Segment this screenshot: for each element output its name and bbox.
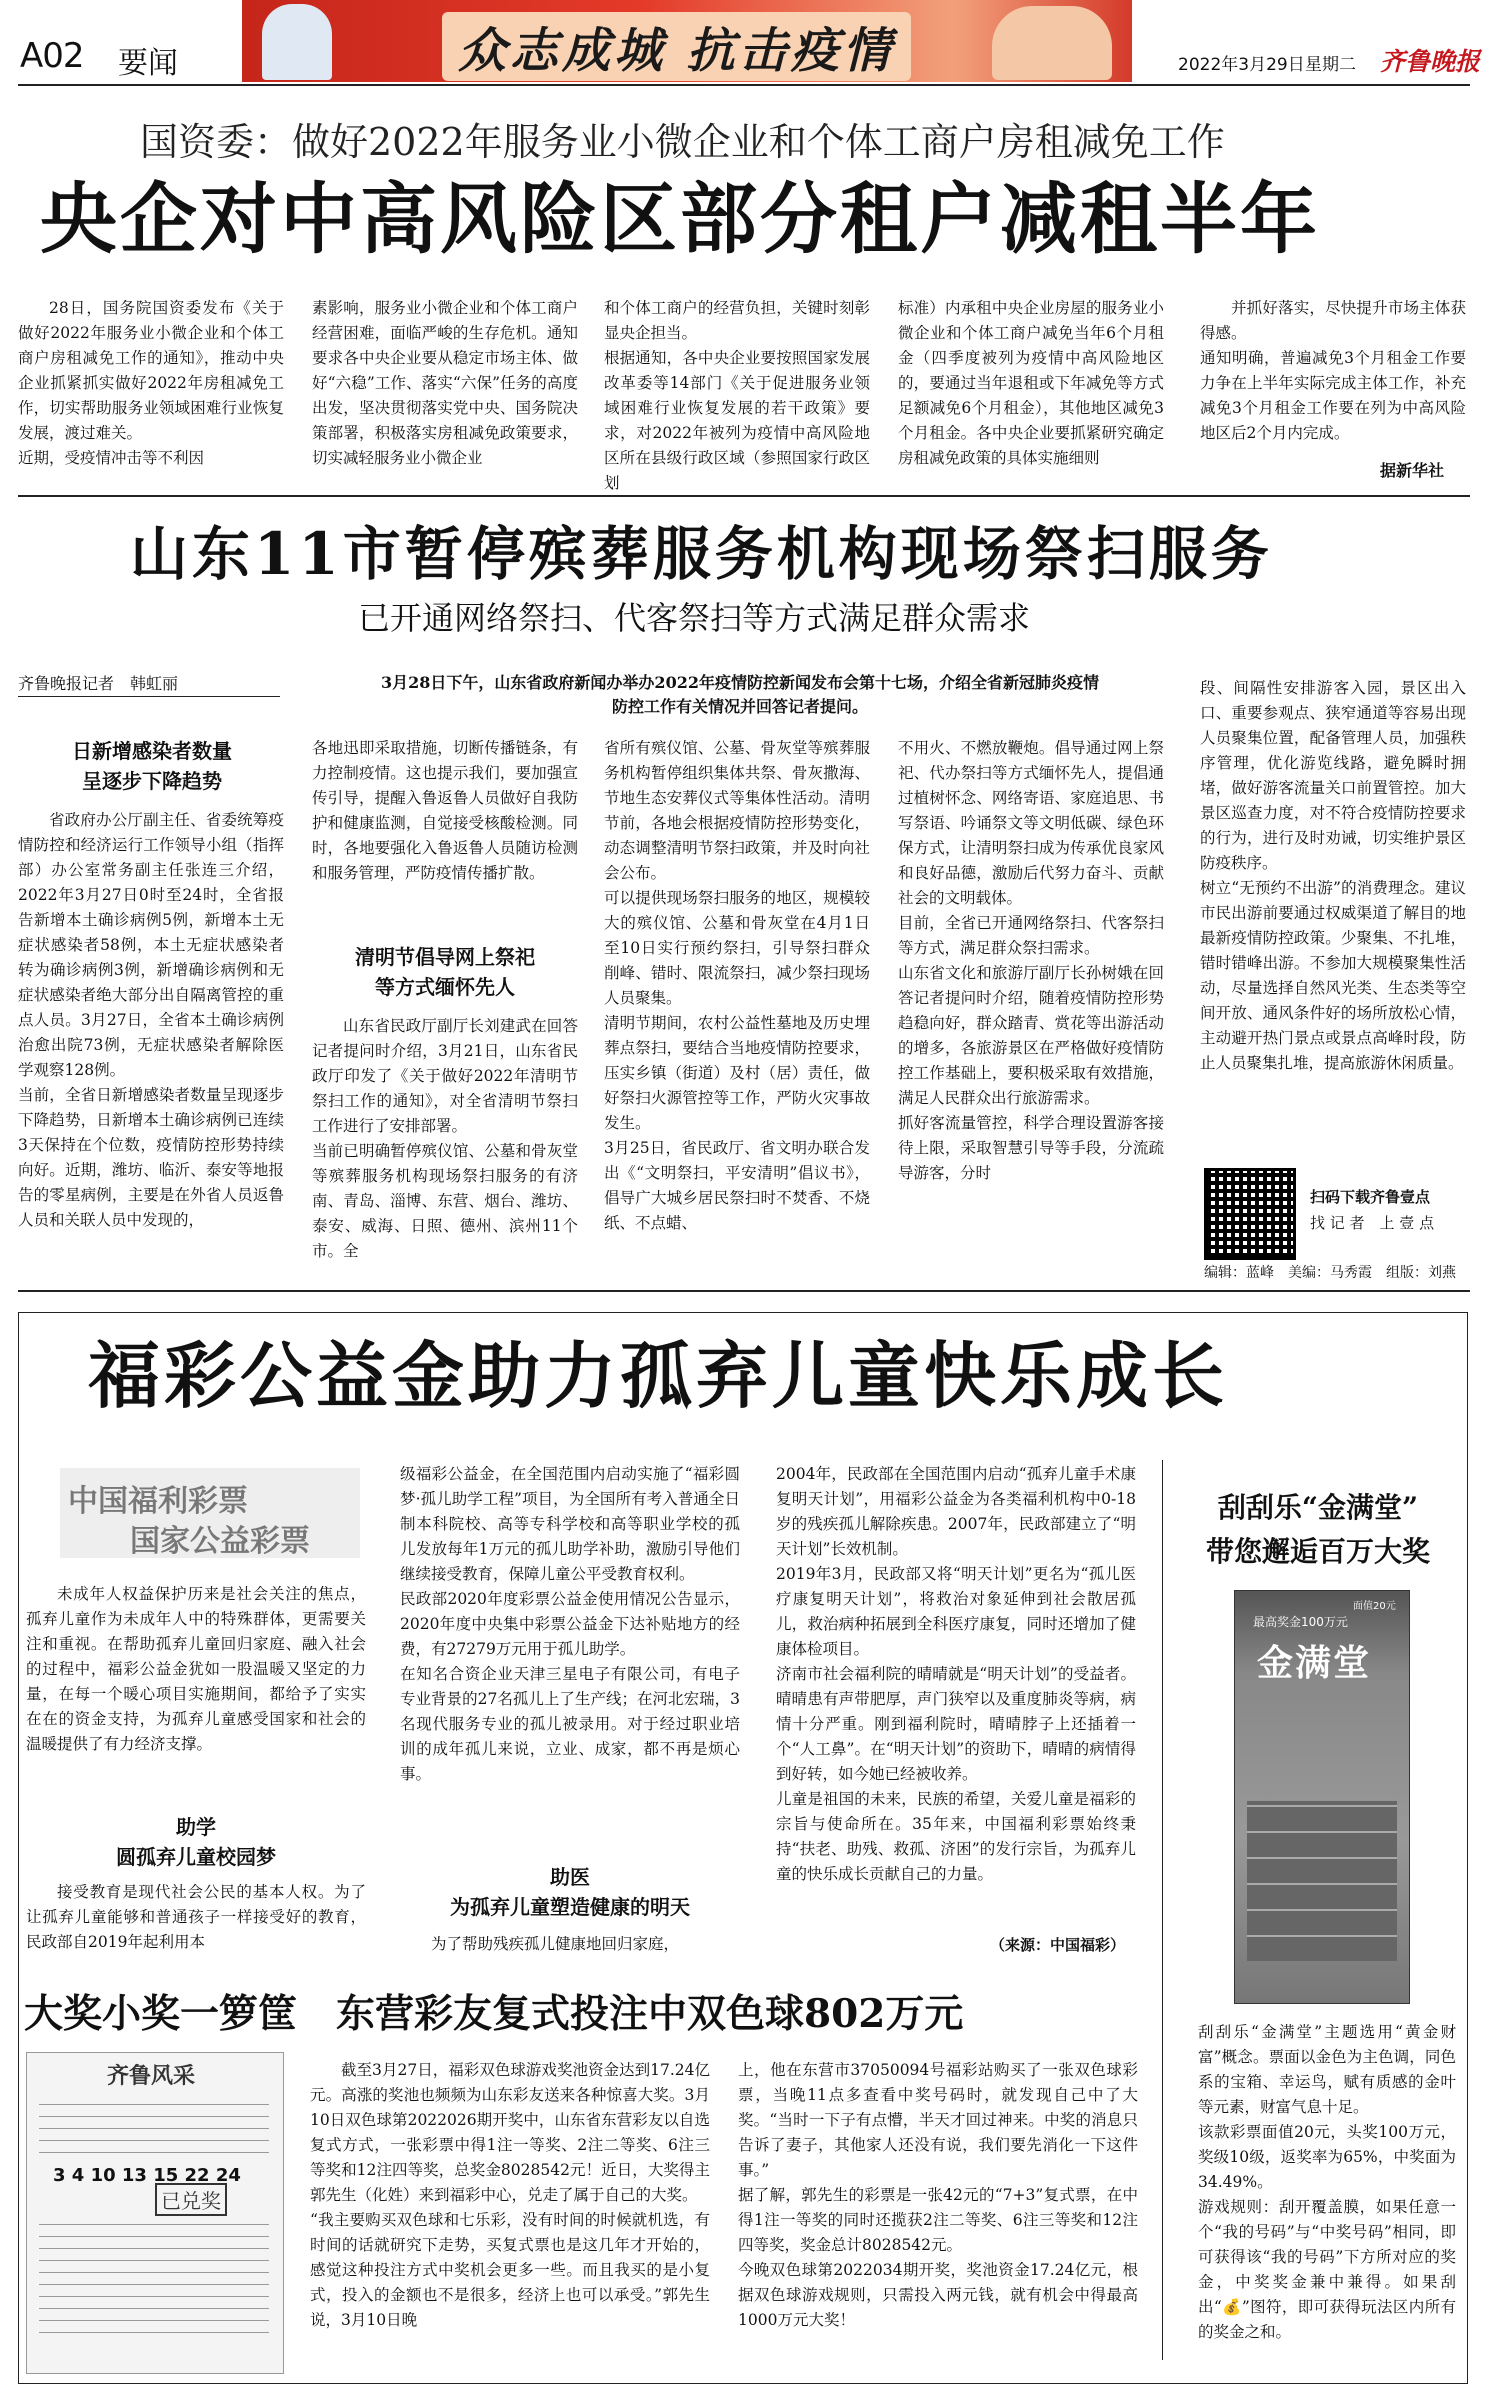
story3-col-2b: 为了帮助残疾孤儿健康地回归家庭， <box>431 1935 680 1953</box>
story2-col-1: 省政府办公厅副主任、省委统筹疫情防控和经济运行工作领导小组（指挥部）办公室常务副主任张连三介绍，2022年3月27日0时至24时，全省报告新增本土确诊病例5例，新增本土无症状感染者58例，本土无症状感染者转为确诊病例3例，新增确诊病例和无症状感染者绝大部分出自隔离管控的重点人员。3月27日，全省本土确诊病例治愈出院73例，无症状感染者解除医学观察128例。 当前，全省日新增感染者数量呈现逐步下降趋势，日新增本土确诊病例已连续3天保持在个位数，疫情防控形势持续向好。近期，潍坊、临沂、泰安等地报告的零星病例，主要是在外省人员返鲁人员和关联人员中发现的， <box>18 811 284 1229</box>
story2-col-3: 省所有殡仪馆、公墓、骨灰堂等殡葬服务机构暂停组织集体共祭、骨灰撒海、节地生态安葬仪式等集体性活动。清明节前，各地会根据疫情防控形势变化，动态调整清明节祭扫政策，并及时向社会公布。 可以提供现场祭扫服务的地区，规模较大的殡仪馆、公墓和骨灰堂在4月1日至10日实行预约祭扫，引导祭扫群众削峰、错时、限流祭扫，减少祭扫现场人员聚集。 清明节期间，农村公益性墓地及历史埋葬点祭扫，要结合当地疫情防控要求，压实乡镇（街道）及村（居）责任，做好祭扫火源管控等工作，严防火灾事故发生。 3月25日，省民政厅、省文明办联合发出《“文明祭扫，平安清明”倡议书》，倡导广大城乡居民祭扫时不焚香、不烧纸、不点蜡、 <box>604 739 870 1232</box>
story2-col-4: 不用火、不燃放鞭炮。倡导通过网上祭祀、代办祭扫等方式缅怀先人，提倡通过植树怀念、网络寄语、家庭追思、书写祭语、吟诵祭文等文明低碳、绿色环保方式，让清明祭扫成为传承优良家风和良好品德，激励后代努力奋斗、贡献社会的文明载体。 目前，全省已开通网络祭扫、代客祭扫等方式，满足群众祭扫需求。 山东省文化和旅游厅副厅长孙树娥在回答记者提问时介绍，随着疫情防控形势趋稳向好，群众踏青、赏花等出游活动的增多，各旅游景区在严格做好疫情防控工作基础上，要积极采取有效措施，满足人民群众出行旅游需求。 抓好客流量管控，科学合理设置游客接待上限，采取智慧引导等手段，分流疏导游客，分时 <box>898 739 1164 1182</box>
ticket-price: 面值20元 <box>1353 1601 1396 1612</box>
qr-caption-1: 扫码下载齐鲁壹点 <box>1310 1188 1431 1206</box>
page-number: A02 <box>20 36 84 76</box>
story3-subhead-2: 助医 为孤弃儿童塑造健康的明天 <box>450 1865 690 1919</box>
story3-subhead-1: 助学 圆孤弃儿童校园梦 <box>116 1815 276 1869</box>
page-credits: 编辑：蓝峰 美编：马秀霞 组版：刘燕 <box>1204 1265 1456 1281</box>
story1-col-2: 素影响，服务业小微企业和个体工商户经营困难，面临严峻的生存危机。通知要求各中央企业要从稳定市场主体、做好“六稳”工作、落实“六保”任务的高度出发，坚决贯彻落实党中央、国务院决策部署，积极落实房租减免政策要求，切实减轻服务业小微企业 <box>312 299 578 467</box>
ticket-numbers: 3 4 10 13 15 22 24 <box>53 2165 241 2186</box>
lottery-ticket-photo <box>26 2052 284 2374</box>
page-header <box>0 0 1488 86</box>
ticket-scratch-area <box>1247 1801 1397 1961</box>
story2-subhead-1: 日新增感染者数量 呈逐步下降趋势 <box>72 739 232 793</box>
story3-inner-vrule <box>1162 1460 1163 2360</box>
qr-code[interactable] <box>1204 1168 1296 1260</box>
story4-headline: 大奖小奖一箩筐 东营彩友复式投注中双色球802万元 <box>24 1991 964 2037</box>
ticket-lines <box>39 2093 269 2153</box>
section-name: 要闻 <box>118 46 178 81</box>
banner-slogan: 众志成城 抗击疫情 <box>442 12 911 81</box>
story2-col-2b: 山东省民政厅副厅长刘建武在回答记者提问时介绍，3月21日，山东省民政厅印发了《关于做好2022年清明节祭扫工作的通知》，对全省清明节祭扫工作进行了安排部署。 当前已明确暂停殡仪馆、公墓和骨灰堂等殡葬服务机构现场祭扫服务的有济南、青岛、淄博、东营、烟台、潍坊、泰安、威海、日照、德州、滨州11个市。全 <box>312 1017 578 1260</box>
story2-divider <box>18 1290 1470 1292</box>
scratch-ticket-image <box>1234 1590 1410 2004</box>
story4-col-1: 截至3月27日，福彩双色球游戏奖池资金达到17.24亿元。高涨的奖池也频频为山东彩友送来各种惊喜大奖。3月10日双色球第2022026期开奖中，山东省东营彩友以自选复式方式，一张彩票中得1注一等奖、2注二等奖、6注三等奖和12注四等奖，总奖金8028542元！近日，大奖得主郭先生（化姓）来到福彩中心，兑走了属于自己的大奖。 “我主要购买双色球和七乐彩，没有时间的时候就机选，有时间的话就研究下走势，买复式票也是这几年才开始的，感觉这种投注方式中奖机会更多一些。而且我买的是小复式，投入的金额也不是很多，经济上也可以承受。”郭先生说，3月10日晚 <box>310 2061 710 2329</box>
welfare-lottery-logo <box>60 1468 360 1558</box>
side-title: 刮刮乐“金满堂” 带您邂逅百万大奖 <box>1205 1491 1430 1568</box>
story1-col-3: 和个体工商户的经营负担，关键时刻彰显央企担当。 根据通知，各中央企业要按照国家发展改革委等14部门《关于促进服务业领域困难行业恢复发展的若干政策》要求，对2022年被列为疫情中高风险地区所在县级行政区域（参照国家行政区划 <box>604 299 870 492</box>
story1-headline: 央企对中高风险区部分租户减租半年 <box>40 175 1320 265</box>
story3-col-1b: 接受教育是现代社会公民的基本人权。为了让孤弃儿童能够和普通孩子一样接受好的教育，民政部自2019年起利用本 <box>26 1883 366 1951</box>
ticket-name: 金满堂 <box>1257 1642 1372 1684</box>
paper-logo: 齐鲁晚报 <box>1380 47 1481 76</box>
side-text: 刮刮乐“金满堂”主题选用“黄金财富”概念。票面以金色为主色调，同色系的宝箱、幸运鸟，赋有质感的金叶等元素，财富气息十足。 该款彩票面值20元，头奖100万元，奖级10级，返奖率为65%，中奖面为34.49%。 游戏规则：刮开覆盖膜，如果任意一个“我的号码”与“中奖号码”相同，即可获得该“我的号码”下方所对应的奖金，中奖奖金兼中兼得。如果刮出“💰”图符，即可获得玩法区内所有的奖金之和。 <box>1198 2023 1456 2341</box>
story1-col-4: 标准）内承租中央企业房屋的服务业小微企业和个体工商户减免当年6个月租金（四季度被列为疫情中高风险地区的，要通过当年退租或下年减免等方式足额减免6个月租金），其他地区减免3个月租金。各中央企业要抓紧研究确定房租减免政策的具体实施细则 <box>898 299 1164 467</box>
story3-col-1a: 未成年人权益保护历来是社会关注的焦点，孤弃儿童作为未成年人中的特殊群体，更需要关注和重视。在帮助孤弃儿童回归家庭、融入社会的过程中，福彩公益金犹如一股温暖又坚定的力量，在每一个暖心项目实施期间，都给予了实实在在的资金支持，为孤弃儿童感受国家和社会的温暖提供了有力经济支撑。 <box>26 1585 366 1753</box>
ticket-header: 齐鲁风采 <box>107 2063 196 2089</box>
ticket-top-text: 最高奖金100万元 <box>1253 1615 1348 1629</box>
ticket-lines-2 <box>39 2223 269 2333</box>
story1-col-5: 并抓好落实，尽快提升市场主体获得感。 通知明确，普遍减免3个月租金工作要力争在上半年实际完成主体工作，补充减免3个月租金工作要在列为中高风险地区后2个月内完成。 <box>1200 299 1466 442</box>
story2-col-5: 段、间隔性安排游客入园，景区出入口、重要参观点、狭窄通道等容易出现人员聚集位置，配备管理人员，加强秩序管理，优化游览线路，避免瞬时拥堵，做好游客流量关口前置管控。加大景区巡查力度，对不符合疫情防控要求的行为，进行及时劝诫，切实维护景区防疫秩序。 树立“无预约不出游”的消费理念。建议市民出游前要通过权威渠道了解目的地最新疫情防控政策。少聚集、不扎堆，错时错峰出游。不参加大规模聚集性活动，尽量选择自然风光类、生态类等空间开放、通风条件好的场所放松心情，主动避开热门景点或景点高峰时段，防止人员聚集扎堆，提高旅游休闲质量。 <box>1200 679 1466 1072</box>
issue-weekday: 星期二 <box>1305 55 1356 75</box>
story1-source: 据新华社 <box>1380 461 1445 480</box>
story2-lead: 3月28日下午，山东省政府新闻办举办2022年疫情防控新闻发布会第十七场，介绍全省新冠肺炎疫情防控工作有关情况并回答记者提问。 <box>381 673 1099 716</box>
story2-subhead-2: 清明节倡导网上祭祀 等方式缅怀先人 <box>355 945 535 999</box>
story2-headline: 山东11市暂停殡葬服务机构现场祭扫服务 <box>130 520 1273 588</box>
story3-col-3: 2004年，民政部在全国范围内启动“孤弃儿童手术康复明天计划”，用福彩公益金为各类福利机构中0-18岁的残疾孤儿解除疾患。2007年，民政部建立了“明天计划”长效机制。 2019年3月，民政部又将“明天计划”更名为“孤儿医疗康复明天计划”，将救治对象延伸到社会散居孤儿，救治病种拓展到全科医疗康复，同时还增加了健康体检项目。 济南市社会福利院的晴晴就是“明天计划”的受益者。晴晴患有声带肥厚，声门狭窄以及重度肺炎等病，病情十分严重。刚到福利院时，晴晴脖子上还插着一个“人工鼻”。在“明天计划”的资助下，晴晴的病情得到好转，如今她已经被收养。 儿童是祖国的未来，民族的希望，关爱儿童是福彩的宗旨与使命所在。35年来，中国福利彩票始终秉持“扶老、助残、救孤、济困”的发行宗旨，为孤弃儿童的快乐成长贡献自己的力量。 <box>776 1465 1136 1883</box>
story3-col-2a: 级福彩公益金，在全国范围内启动实施了“福彩圆梦·孤儿助学工程”项目，为全国所有考入普通全日制本科院校、高等专科学校和高等职业学校的孤儿发放每年1万元的孤儿助学补助，激励引导他们继续接受教育，保障儿童公平受教育权利。 民政部2020年度彩票公益金使用情况公告显示，2020年度中央集中彩票公益金下达补贴地方的经费，有27279万元用于孤儿助学。 在知名合资企业天津三星电子有限公司，有电子专业背景的27名孤儿上了生产线；在河北宏瑞，3名现代服务专业的孤儿被录用。对于经过职业培训的成年孤儿来说，立业、成家，都不再是烦心事。 <box>400 1465 740 1783</box>
story3-source: （来源：中国福彩） <box>990 1936 1126 1954</box>
story2-col-2a: 各地迅即采取措施，切断传播链条，有力控制疫情。这也提示我们，要加强宣传引导，提醒入鲁返鲁人员做好自我防护和健康监测，自觉接受核酸检测。同时，各地要强化入鲁返鲁人员随访检测和服务管理，严防疫情传播扩散。 <box>312 739 578 882</box>
issue-date: 2022年3月29日 <box>1178 55 1305 75</box>
story1-divider <box>18 495 1470 497</box>
header-rule <box>18 84 1470 86</box>
ticket-stamp: 已兑奖 <box>155 2183 227 2216</box>
medical-worker-illustration <box>262 4 332 80</box>
story3-headline: 福彩公益金助力孤弃儿童快乐成长 <box>88 1333 1229 1418</box>
story1-col-1: 28日，国务院国资委发布《关于做好2022年服务业小微企业和个体工商户房租减免工作的通知》，推动中央企业抓紧抓实做好2022年房租减免工作，切实帮助服务业领域困难行业恢复发展，渡过难关。 近期，受疫情冲击等不利因 <box>18 299 284 467</box>
qr-caption-2: 找 记 者 上 壹 点 <box>1310 1214 1435 1232</box>
story4-col-2: 上，他在东营市37050094号福彩站购买了一张双色球彩票，当晚11点多查看中奖号码时，就发现自己中了大奖。“当时一下子有点懵，半天才回过神来。中奖的消息只告诉了妻子，其他家人还没有说，我们要先消化一下这件事。” 据了解，郭先生的彩票是一张42元的“7+3”复式票，在中得1注一等奖的同时还揽获2注二等奖、6注三等奖和12注四等奖，奖金总计8028542元。 今晚双色球第2022034期开奖，奖池资金17.24亿元，根据双色球游戏规则，只需投入两元钱，就有机会中得最高1000万元大奖！ <box>738 2061 1138 2329</box>
children-illustration <box>992 6 1112 80</box>
banner <box>242 0 1132 82</box>
story2-byline: 齐鲁晚报记者 韩虹丽 <box>18 671 280 697</box>
story2-subhead: 已开通网络祭扫、代客祭扫等方式满足群众需求 <box>358 599 1031 637</box>
story1-kicker: 国资委：做好2022年服务业小微企业和个体工商户房租减免工作 <box>140 120 1225 164</box>
logo-line-1: 中国福利彩票 <box>68 1484 248 1519</box>
logo-line-2: 国家公益彩票 <box>130 1524 310 1559</box>
